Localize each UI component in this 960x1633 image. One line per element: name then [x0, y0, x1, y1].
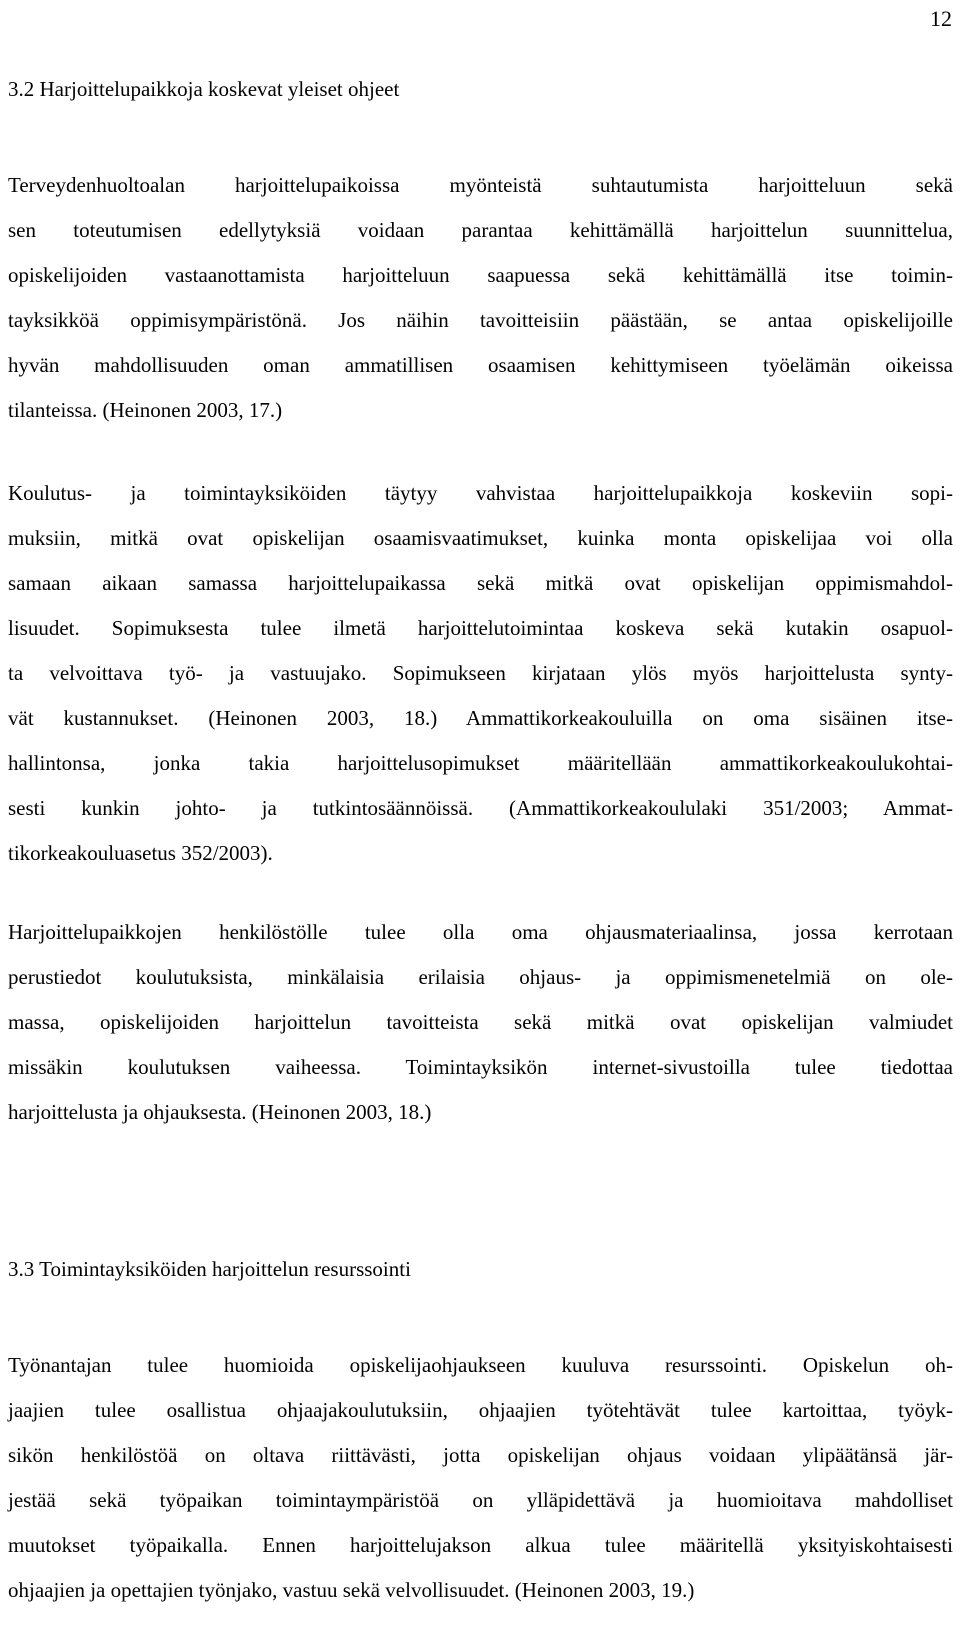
text-line: Työnantajan tulee huomioida opiskelijaohjaukseen kuuluva resurssointi. Opiskelun oh-: [8, 1353, 953, 1377]
text-line: ohjaajien ja opettajien työnjako, vastuu sekä velvollisuudet. (Heinonen 2003, 19.): [8, 1578, 695, 1602]
text-line: Koulutus- ja toimintayksiköiden täytyy vahvistaa harjoittelupaikkoja koskeviin sopi-: [8, 481, 953, 505]
text-line: Harjoittelupaikkojen henkilöstölle tulee olla oma ohjausmateriaalinsa, jossa kerrotaan: [8, 920, 953, 944]
text-line: muksiin, mitkä ovat opiskelijan osaamisvaatimukset, kuinka monta opiskelijaa voi olla: [8, 526, 953, 550]
text-line: samaan aikaan samassa harjoittelupaikassa sekä mitkä ovat opiskelijan oppimismahdol-: [8, 571, 953, 595]
text-line: vät kustannukset. (Heinonen 2003, 18.) Ammattikorkeakouluilla on oma sisäinen itse-: [8, 706, 953, 730]
text-line: sesti kunkin johto- ja tutkintosäännöissä. (Ammattikorkeakoululaki 351/2003; Ammat-: [8, 796, 953, 820]
paragraph-2: [8, 471, 953, 876]
text-line: jestää sekä työpaikan toimintaympäristöä on ylläpidettävä ja huomioitava mahdolliset: [8, 1488, 953, 1512]
text-line: tilanteissa. (Heinonen 2003, 17.): [8, 398, 283, 422]
text-line: hyvän mahdollisuuden oman ammatillisen osaamisen kehittymiseen työelämän oikeissa: [8, 353, 953, 377]
text-line: ta velvoittava työ- ja vastuujako. Sopimukseen kirjataan ylös myös harjoittelusta synty-: [8, 661, 953, 685]
text-line: muutokset työpaikalla. Ennen harjoittelujakson alkua tulee määritellä yksityiskohtaisesti: [8, 1533, 953, 1557]
paragraph-3: [8, 910, 953, 1135]
text-line: opiskelijoiden vastaanottamista harjoitteluun saapuessa sekä kehittämällä itse toimin-: [8, 263, 953, 287]
text-line: harjoittelusta ja ohjauksesta. (Heinonen 2003, 18.): [8, 1100, 432, 1124]
text-line: missäkin koulutuksen vaiheessa. Toimintayksikön internet-sivustoilla tulee tiedottaa: [8, 1055, 953, 1079]
text-line: lisuudet. Sopimuksesta tulee ilmetä harjoittelutoimintaa koskeva sekä kutakin osapuol-: [8, 616, 953, 640]
text-line: perustiedot koulutuksista, minkälaisia erilaisia ohjaus- ja oppimismenetelmiä on ole-: [8, 965, 953, 989]
section-heading-3-2: 3.2 Harjoittelupaikkoja koskevat yleiset ohjeet: [8, 77, 400, 101]
text-line: Terveydenhuoltoalan harjoittelupaikoissa myönteistä suhtautumista harjoitteluun sekä: [8, 173, 953, 197]
paragraph-4: [8, 1343, 953, 1613]
page-number: 12: [930, 6, 952, 31]
text-line: tikorkeakouluasetus 352/2003).: [8, 841, 273, 865]
text-line: massa, opiskelijoiden harjoittelun tavoitteista sekä mitkä ovat opiskelijan valmiudet: [8, 1010, 953, 1034]
paragraph-1: [8, 163, 953, 433]
text-line: hallintonsa, jonka takia harjoittelusopimukset määritellään ammattikorkeakoulukohtai-: [8, 751, 953, 775]
text-line: jaajien tulee osallistua ohjaajakoulutuksiin, ohjaajien työtehtävät tulee kartoittaa, työyk-: [8, 1398, 953, 1422]
section-heading-3-3: 3.3 Toimintayksiköiden harjoittelun resurssointi: [8, 1257, 411, 1281]
text-line: sikön henkilöstöä on oltava riittävästi, jotta opiskelijan ohjaus voidaan ylipäätänsä jär-: [8, 1443, 953, 1467]
text-line: tayksikköä oppimisympäristönä. Jos näihin tavoitteisiin päästään, se antaa opiskelijoille: [8, 308, 953, 332]
text-line: sen toteutumisen edellytyksiä voidaan parantaa kehittämällä harjoittelun suunnittelua,: [8, 218, 953, 242]
